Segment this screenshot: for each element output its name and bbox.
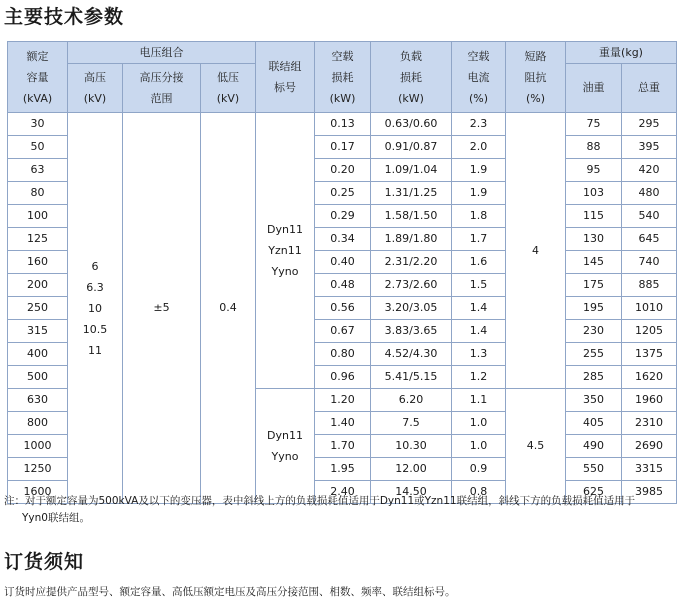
header-impedance: 短路 阻抗 (%) — [506, 42, 566, 113]
total-weight-cell: 480 — [622, 182, 677, 205]
oil-weight-cell: 175 — [566, 274, 622, 297]
rated-capacity-cell: 315 — [8, 320, 68, 343]
load-loss-cell: 1.58/1.50 — [371, 205, 452, 228]
rated-capacity-cell: 160 — [8, 251, 68, 274]
rated-capacity-cell: 800 — [8, 412, 68, 435]
section-title-tech-params: 主要技术参数 — [4, 6, 125, 28]
no-load-loss-cell: 0.20 — [315, 159, 371, 182]
total-weight-cell: 3985 — [622, 481, 677, 504]
no-load-current-cell: 0.9 — [452, 458, 506, 481]
total-weight-cell: 740 — [622, 251, 677, 274]
no-load-current-cell: 1.9 — [452, 182, 506, 205]
total-weight-cell: 395 — [622, 136, 677, 159]
rated-capacity-cell: 125 — [8, 228, 68, 251]
no-load-loss-cell: 1.70 — [315, 435, 371, 458]
impedance-cell: 4.5 — [506, 389, 566, 504]
no-load-current-cell: 1.5 — [452, 274, 506, 297]
total-weight-cell: 3315 — [622, 458, 677, 481]
no-load-loss-cell: 0.13 — [315, 113, 371, 136]
oil-weight-cell: 350 — [566, 389, 622, 412]
no-load-current-cell: 2.0 — [452, 136, 506, 159]
no-load-current-cell: 1.4 — [452, 297, 506, 320]
oil-weight-cell: 230 — [566, 320, 622, 343]
total-weight-cell: 1205 — [622, 320, 677, 343]
load-loss-cell: 2.31/2.20 — [371, 251, 452, 274]
rated-capacity-cell: 1600 — [8, 481, 68, 504]
oil-weight-cell: 195 — [566, 297, 622, 320]
oil-weight-cell: 75 — [566, 113, 622, 136]
no-load-loss-cell: 0.17 — [315, 136, 371, 159]
header-hv: 高压 (kV) — [68, 64, 123, 113]
oil-weight-cell: 103 — [566, 182, 622, 205]
oil-weight-cell: 405 — [566, 412, 622, 435]
total-weight-cell: 1375 — [622, 343, 677, 366]
section-title-ordering: 订货须知 — [4, 551, 85, 573]
total-weight-cell: 1960 — [622, 389, 677, 412]
oil-weight-cell: 145 — [566, 251, 622, 274]
rated-capacity-cell: 80 — [8, 182, 68, 205]
no-load-loss-cell: 1.95 — [315, 458, 371, 481]
rated-capacity-cell: 250 — [8, 297, 68, 320]
oil-weight-cell: 255 — [566, 343, 622, 366]
rated-capacity-cell: 30 — [8, 113, 68, 136]
header-no-load-loss: 空载 损耗 (kW) — [315, 42, 371, 113]
rated-capacity-cell: 630 — [8, 389, 68, 412]
no-load-loss-cell: 0.80 — [315, 343, 371, 366]
load-loss-cell: 6.20 — [371, 389, 452, 412]
no-load-current-cell: 1.1 — [452, 389, 506, 412]
oil-weight-cell: 550 — [566, 458, 622, 481]
load-loss-cell: 4.52/4.30 — [371, 343, 452, 366]
oil-weight-cell: 88 — [566, 136, 622, 159]
oil-weight-cell: 115 — [566, 205, 622, 228]
header-voltage-group: 电压组合 — [68, 42, 256, 64]
footnote-line-2: Yyn0联结组。 — [22, 512, 90, 524]
no-load-loss-cell: 1.40 — [315, 412, 371, 435]
no-load-loss-cell: 0.29 — [315, 205, 371, 228]
header-rated-capacity: 额定 容量 (kVA) — [8, 42, 68, 113]
header-load-loss: 负载 损耗 (kW) — [371, 42, 452, 113]
no-load-current-cell: 1.2 — [452, 366, 506, 389]
no-load-current-cell: 1.4 — [452, 320, 506, 343]
total-weight-cell: 420 — [622, 159, 677, 182]
oil-weight-cell: 130 — [566, 228, 622, 251]
load-loss-cell: 0.63/0.60 — [371, 113, 452, 136]
no-load-current-cell: 2.3 — [452, 113, 506, 136]
no-load-current-cell: 1.0 — [452, 435, 506, 458]
load-loss-cell: 2.73/2.60 — [371, 274, 452, 297]
rated-capacity-cell: 50 — [8, 136, 68, 159]
load-loss-cell: 1.89/1.80 — [371, 228, 452, 251]
load-loss-cell: 1.31/1.25 — [371, 182, 452, 205]
impedance-cell: 4 — [506, 113, 566, 389]
total-weight-cell: 2310 — [622, 412, 677, 435]
header-no-load-current: 空载 电流 (%) — [452, 42, 506, 113]
load-loss-cell: 1.09/1.04 — [371, 159, 452, 182]
load-loss-cell: 12.00 — [371, 458, 452, 481]
no-load-loss-cell: 0.96 — [315, 366, 371, 389]
connection-group-cell: Dyn11 Yyno — [256, 389, 315, 504]
hv-tap-cell: ±5 — [123, 113, 201, 504]
load-loss-cell: 10.30 — [371, 435, 452, 458]
no-load-current-cell: 1.6 — [452, 251, 506, 274]
header-hv-tap: 高压分接 范围 — [123, 64, 201, 113]
total-weight-cell: 540 — [622, 205, 677, 228]
hv-values-cell: 6 6.3 10 10.5 11 — [68, 113, 123, 504]
total-weight-cell: 1620 — [622, 366, 677, 389]
header-total-weight: 总重 — [622, 64, 677, 113]
load-loss-cell: 5.41/5.15 — [371, 366, 452, 389]
oil-weight-cell: 490 — [566, 435, 622, 458]
lv-cell: 0.4 — [201, 113, 256, 504]
connection-group-cell: Dyn11 Yzn11 Yyno — [256, 113, 315, 389]
no-load-loss-cell: 0.56 — [315, 297, 371, 320]
load-loss-cell: 14.50 — [371, 481, 452, 504]
load-loss-cell: 3.83/3.65 — [371, 320, 452, 343]
no-load-current-cell: 1.9 — [452, 159, 506, 182]
total-weight-cell: 2690 — [622, 435, 677, 458]
total-weight-cell: 1010 — [622, 297, 677, 320]
no-load-loss-cell: 0.67 — [315, 320, 371, 343]
no-load-loss-cell: 0.25 — [315, 182, 371, 205]
no-load-current-cell: 1.8 — [452, 205, 506, 228]
table-footnote — [4, 493, 678, 527]
oil-weight-cell: 95 — [566, 159, 622, 182]
rated-capacity-cell: 1000 — [8, 435, 68, 458]
no-load-current-cell: 1.3 — [452, 343, 506, 366]
oil-weight-cell: 625 — [566, 481, 622, 504]
header-weight: 重量(kg) — [566, 42, 677, 64]
header-oil-weight: 油重 — [566, 64, 622, 113]
oil-weight-cell: 285 — [566, 366, 622, 389]
tech-params-table — [7, 41, 677, 504]
no-load-current-cell: 0.8 — [452, 481, 506, 504]
total-weight-cell: 885 — [622, 274, 677, 297]
rated-capacity-cell: 100 — [8, 205, 68, 228]
rated-capacity-cell: 63 — [8, 159, 68, 182]
ordering-text: 订货时应提供产品型号、额定容量、高低压额定电压及高压分接范围、相数、频率、联结组标号。 — [4, 586, 456, 598]
load-loss-cell: 7.5 — [371, 412, 452, 435]
table-body — [8, 113, 677, 504]
no-load-loss-cell: 0.40 — [315, 251, 371, 274]
no-load-loss-cell: 2.40 — [315, 481, 371, 504]
load-loss-cell: 0.91/0.87 — [371, 136, 452, 159]
no-load-loss-cell: 0.34 — [315, 228, 371, 251]
total-weight-cell: 645 — [622, 228, 677, 251]
rated-capacity-cell: 500 — [8, 366, 68, 389]
table-row — [8, 113, 677, 136]
no-load-loss-cell: 0.48 — [315, 274, 371, 297]
rated-capacity-cell: 1250 — [8, 458, 68, 481]
rated-capacity-cell: 400 — [8, 343, 68, 366]
no-load-loss-cell: 1.20 — [315, 389, 371, 412]
rated-capacity-cell: 200 — [8, 274, 68, 297]
header-lv: 低压 (kV) — [201, 64, 256, 113]
footnote-line-1: 注：对于额定容量为500kVA及以下的变压器，表中斜线上方的负载损耗值适用于Dyn11或Yzn11联结组，斜线下方的负载损耗值适用于 — [4, 495, 636, 507]
header-connection: 联结组 标号 — [256, 42, 315, 113]
load-loss-cell: 3.20/3.05 — [371, 297, 452, 320]
no-load-current-cell: 1.7 — [452, 228, 506, 251]
total-weight-cell: 295 — [622, 113, 677, 136]
no-load-current-cell: 1.0 — [452, 412, 506, 435]
